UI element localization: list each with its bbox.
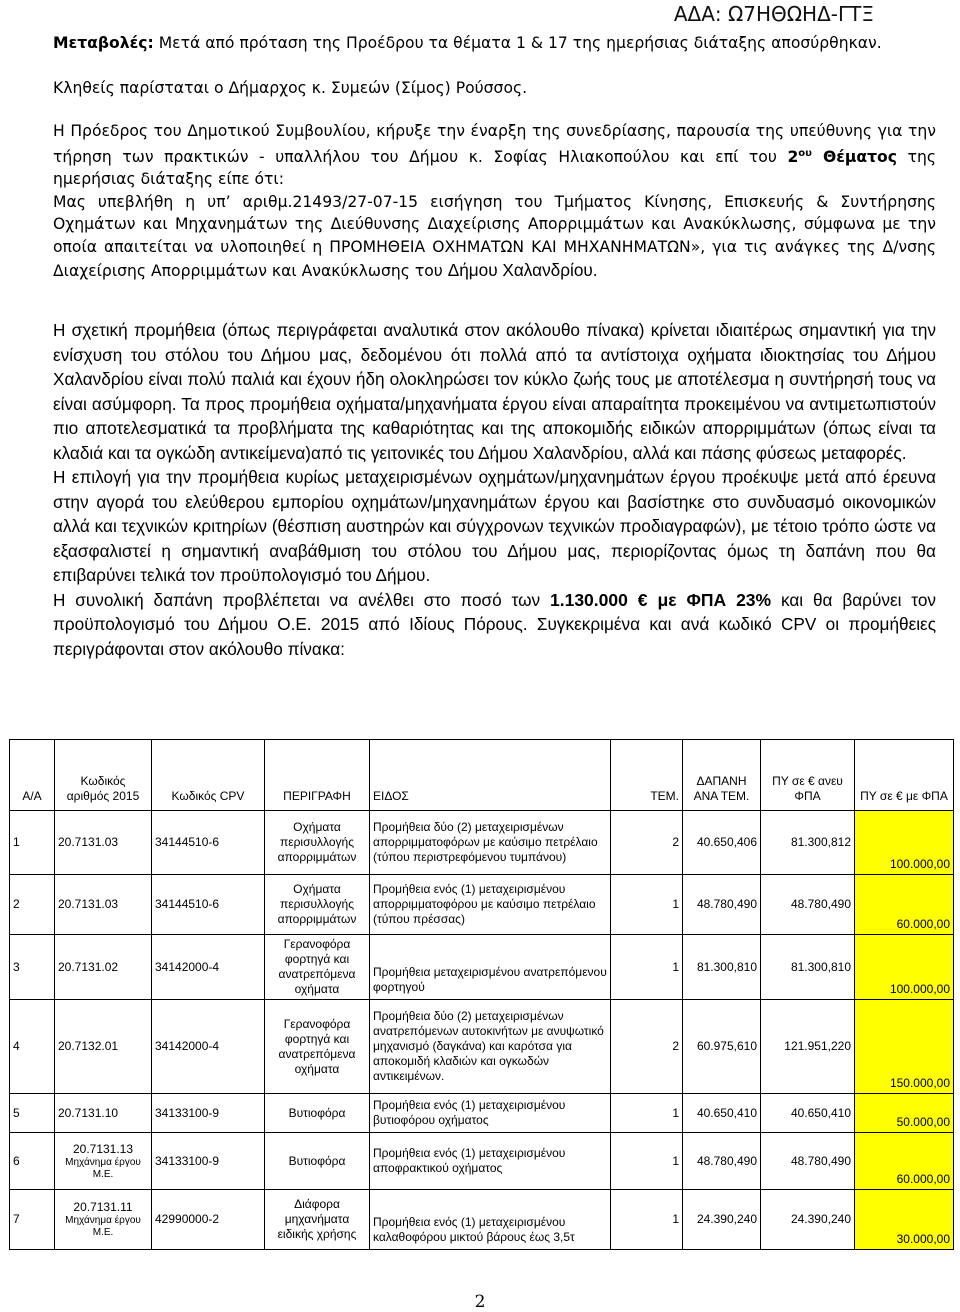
- cell-aa: 5: [10, 1094, 55, 1133]
- cell-description: Διάφορα μηχανήματα ειδικής χρήσης: [265, 1190, 370, 1250]
- header-quantity: ΤΕΜ.: [611, 740, 683, 811]
- cell-unit-cost: 40.650,410: [683, 1094, 761, 1133]
- cell-cpv: 34144510-6: [152, 811, 265, 875]
- header-code: Κωδικός αριθμός 2015: [55, 740, 152, 811]
- cell-net: 40.650,410: [761, 1094, 855, 1133]
- cell-kind: Προμήθεια δύο (2) μεταχειρισμένων ανατρεπόμενων αυτοκινήτων με ανυψωτικό μηχανισμό (δαγκάνα) και καρότσα για αποκομιδή κλαδιών και ογκωδών αντικειμένων.: [370, 1000, 611, 1094]
- cost-text-a: Η συνολική δαπάνη προβλέπεται να ανέλθει στο ποσό των: [53, 589, 550, 610]
- procurement-table: [9, 739, 954, 1250]
- item-number: 2: [787, 147, 799, 166]
- table-row: [10, 1094, 954, 1133]
- changes-paragraph: [53, 32, 936, 55]
- body-paragraph-3: [53, 588, 936, 662]
- header-unit-cost: ΔΑΠΑΝΗ ΑΝΑ ΤΕΜ.: [683, 740, 761, 811]
- code-note: Μηχάνημα έργου Μ.Ε.: [65, 1215, 141, 1238]
- chair-paragraph: [53, 120, 936, 191]
- cell-kind: Προμήθεια δύο (2) μεταχειρισμένων απορριμματοφόρων με καύσιμο πετρέλαιο (τύπου περιστρεφόμενου τυμπάνου): [370, 811, 611, 875]
- cell-unit-cost: 48.780,490: [683, 1133, 761, 1190]
- cell-quantity: 1: [611, 1133, 683, 1190]
- cell-net: 81.300,812: [761, 811, 855, 875]
- ada-code: ΑΔΑ: Ω7ΗΘΩΗΔ-ΓΤΞ: [673, 2, 874, 26]
- cell-aa: 2: [10, 875, 55, 935]
- table-row: [10, 811, 954, 875]
- table-header-row: [10, 740, 954, 811]
- cell-gross: 60.000,00: [855, 875, 954, 935]
- cell-description: Βυτιοφόρα: [265, 1133, 370, 1190]
- cell-gross: 50.000,00: [855, 1094, 954, 1133]
- cell-quantity: 2: [611, 811, 683, 875]
- changes-text: Μετά από πρόταση της Προέδρου τα θέματα 1 & 17 της ημερήσιας διάταξης αποσύρθηκαν.: [153, 34, 882, 52]
- cell-quantity: 2: [611, 1000, 683, 1094]
- cell-net: 24.390,240: [761, 1190, 855, 1250]
- cell-cpv: 34142000-4: [152, 935, 265, 1000]
- cell-aa: 7: [10, 1190, 55, 1250]
- cell-aa: 4: [10, 1000, 55, 1094]
- cell-description: Γερανοφόρα φορτηγά και ανατρεπόμενα οχήματα: [265, 1000, 370, 1094]
- header-cpv: Κωδικός CPV: [152, 740, 265, 811]
- cell-code: 20.7131.03: [55, 875, 152, 935]
- cell-net: 121.951,220: [761, 1000, 855, 1094]
- item-number-suffix: ου: [798, 147, 812, 159]
- cell-code: 20.7131.10: [55, 1094, 152, 1133]
- header-gross: ΠΥ σε € με ΦΠΑ: [855, 740, 954, 811]
- table-row: [10, 1190, 954, 1250]
- code-note: Μηχάνημα έργου Μ.Ε.: [65, 1156, 141, 1180]
- cell-quantity: 1: [611, 1190, 683, 1250]
- submitted-text: Μας υπεβλήθη η υπ’ αριθμ.21493/27-07-15 εισήγηση του Τμήματος Κίνησης, Επισκευής & Συντήρησης Οχημάτων και Μηχανημάτων της Διεύθυνσης Διαχείρισης Απορριμμάτων και Ανακύκλωσης, σύμφωνα με την οποία απαιτείται να υλοποιηθεί η ΠΡΟΜΗΘΕΙΑ ΟΧΗΜΑΤΩΝ ΚΑΙ ΜΗΧΑΝΗΜΑΤΩΝ», για τις ανάγκες της Δ/νσης Διαχείρισης Απορριμμάτων και Ανακύκλωσης του: [53, 192, 936, 281]
- cell-code: [55, 1133, 152, 1190]
- intro-section: [53, 32, 936, 283]
- table-row: [10, 875, 954, 935]
- cell-gross: 30.000,00: [855, 1190, 954, 1250]
- cell-code: 20.7131.03: [55, 811, 152, 875]
- cell-gross: 60.000,00: [855, 1133, 954, 1190]
- cell-aa: 6: [10, 1133, 55, 1190]
- cell-unit-cost: 24.390,240: [683, 1190, 761, 1250]
- cell-net: 48.780,490: [761, 875, 855, 935]
- total-amount: 1.130.000 € με ΦΠΑ 23%: [550, 589, 772, 610]
- changes-label: Μεταβολές:: [53, 34, 154, 52]
- cell-unit-cost: 48.780,490: [683, 875, 761, 935]
- cell-unit-cost: 81.300,810: [683, 935, 761, 1000]
- cell-description: Οχήματα περισυλλογής απορριμμάτων: [265, 875, 370, 935]
- cell-kind: Προμήθεια ενός (1) μεταχειρισμένου καλαθοφόρου μικτού βάρους έως 3,5τ: [370, 1190, 611, 1250]
- mayor-paragraph: Κληθείς παρίσταται ο Δήμαρχος κ. Συμεών (Σίμος) Ρούσσος.: [53, 78, 528, 97]
- page-number: 2: [474, 1292, 486, 1312]
- cell-net: 81.300,810: [761, 935, 855, 1000]
- header-net: ΠΥ σε € ανευ ΦΠΑ: [761, 740, 855, 811]
- table-row: [10, 1000, 954, 1094]
- table-row: [10, 935, 954, 1000]
- code-number: 20.7131.13: [72, 1141, 134, 1156]
- header-kind: ΕΙΔΟΣ: [370, 740, 611, 811]
- cell-code: [55, 1190, 152, 1250]
- cell-kind: Προμήθεια μεταχειρισμένου ανατρεπόμενου φορτηγού: [370, 935, 611, 1000]
- cell-cpv: 34144510-6: [152, 875, 265, 935]
- header-aa: Α/Α: [10, 740, 55, 811]
- cell-code: 20.7131.02: [55, 935, 152, 1000]
- cell-gross: 100.000,00: [855, 935, 954, 1000]
- cell-quantity: 1: [611, 935, 683, 1000]
- cell-code: 20.7132.01: [55, 1000, 152, 1094]
- body-paragraph-1: Η σχετική προμήθεια (όπως περιγράφεται αναλυτικά στον ακόλουθο πίνακα) κρίνεται ιδιαιτέρως σημαντική για την ενίσχυση του στόλου του Δήμου μας, δεδομένου ότι πολλά από τα αντίστοιχα οχήματα ιδιοκτησίας του Δήμου Χαλανδρίου είναι πολύ παλιά και έχουν ήδη ολοκληρώσει τον κύκλο ζωής τους με αποτέλεσμα η συντήρησή τους να είναι ασύμφορη. Τα προς προμήθεια οχήματα/μηχανήματα έργου είναι απαραίτητα προκειμένου να αντιμετωπιστούν πιο αποτελεσματικά τα προβλήματα της καθαριότητας και της αποκομιδής ειδικών απορριμμάτων (όπως είναι τα κλαδιά και τα ογκώδη αντικείμενα)από τις γειτονικές του Δήμου Χαλανδρίου, αλλά και πάσης φύσεως μεταφορές.: [53, 320, 936, 463]
- cell-description: Βυτιοφόρα: [265, 1094, 370, 1133]
- item-word: Θέματος: [811, 147, 897, 166]
- cell-unit-cost: 40.650,406: [683, 811, 761, 875]
- table-row: [10, 1133, 954, 1190]
- cell-description: Γερανοφόρα φορτηγά και ανατρεπόμενα οχήματα: [265, 935, 370, 1000]
- cell-kind: Προμήθεια ενός (1) μεταχειρισμένου βυτιοφόρου οχήματος: [370, 1094, 611, 1133]
- submitted-tail: Δήμου Χαλανδρίου.: [447, 260, 598, 281]
- cell-aa: 3: [10, 935, 55, 1000]
- cell-gross: 150.000,00: [855, 1000, 954, 1094]
- header-description: ΠΕΡΙΓΡΑΦΗ: [265, 740, 370, 811]
- cost-text-c: Συγκεκριμένα και ανά κωδικό CPV οι προμήθειες περιγράφονται στον ακόλουθο πίνακα:: [53, 614, 936, 659]
- body-section: [53, 318, 936, 661]
- cell-aa: 1: [10, 811, 55, 875]
- cell-quantity: 1: [611, 875, 683, 935]
- cost-text-b: και θα βαρύνει τον προϋπολογισμό του Δήμου Ο.Ε. 2015 από Ιδίους Πόρους.: [53, 589, 937, 634]
- cell-kind: Προμήθεια ενός (1) μεταχειρισμένου απορριμματοφόρου με καύσιμο πετρέλαιο (τύπου πρέσσας): [370, 875, 611, 935]
- chair-text-a: Η Πρόεδρος του Δημοτικού Συμβουλίου, κήρυξε την έναρξη της συνεδρίασης, παρουσία της υπεύθυνης για την τήρηση των πρακτικών - υπαλλήλου του Δήμου κ. Σοφίας Ηλιακοπούλου και επί του: [53, 122, 936, 166]
- cell-cpv: 34133100-9: [152, 1133, 265, 1190]
- submitted-paragraph: [53, 191, 936, 283]
- chair-text-b: της ημερήσιας διάταξης είπε ότι:: [53, 147, 936, 189]
- cell-gross: 100.000,00: [855, 811, 954, 875]
- cell-cpv: 42990000-2: [152, 1190, 265, 1250]
- cell-quantity: 1: [611, 1094, 683, 1133]
- cell-kind: Προμήθεια ενός (1) μεταχειρισμένου αποφρακτικού οχήματος: [370, 1133, 611, 1190]
- cell-cpv: 34142000-4: [152, 1000, 265, 1094]
- code-number: 20.7131.11: [73, 1200, 133, 1214]
- cell-description: Οχήματα περισυλλογής απορριμμάτων: [265, 811, 370, 875]
- cell-net: 48.780,490: [761, 1133, 855, 1190]
- cell-unit-cost: 60.975,610: [683, 1000, 761, 1094]
- cell-cpv: 34133100-9: [152, 1094, 265, 1133]
- body-paragraph-2: Η επιλογή για την προμήθεια κυρίως μεταχειρισμένων οχημάτων/μηχανημάτων έργου προέκυψε μετά από έρευνα στην αγορά του ελεύθερου εμπορίου οχημάτων/μηχανημάτων έργου και βασίστηκε στο συνδυασμό οικονομικών αλλά και τεχνικών κριτηρίων (θέσπιση αυστηρών και σύγχρονων τεχνικών προδιαγραφών), με τέτοιο τρόπο ώστε να εξασφαλιστεί η σημαντική αναβάθμιση του στόλου του Δήμου μας, περιορίζοντας όμως τη δαπάνη που θα επιβαρύνει τελικά τον προϋπολογισμό του Δήμου.: [53, 467, 936, 585]
